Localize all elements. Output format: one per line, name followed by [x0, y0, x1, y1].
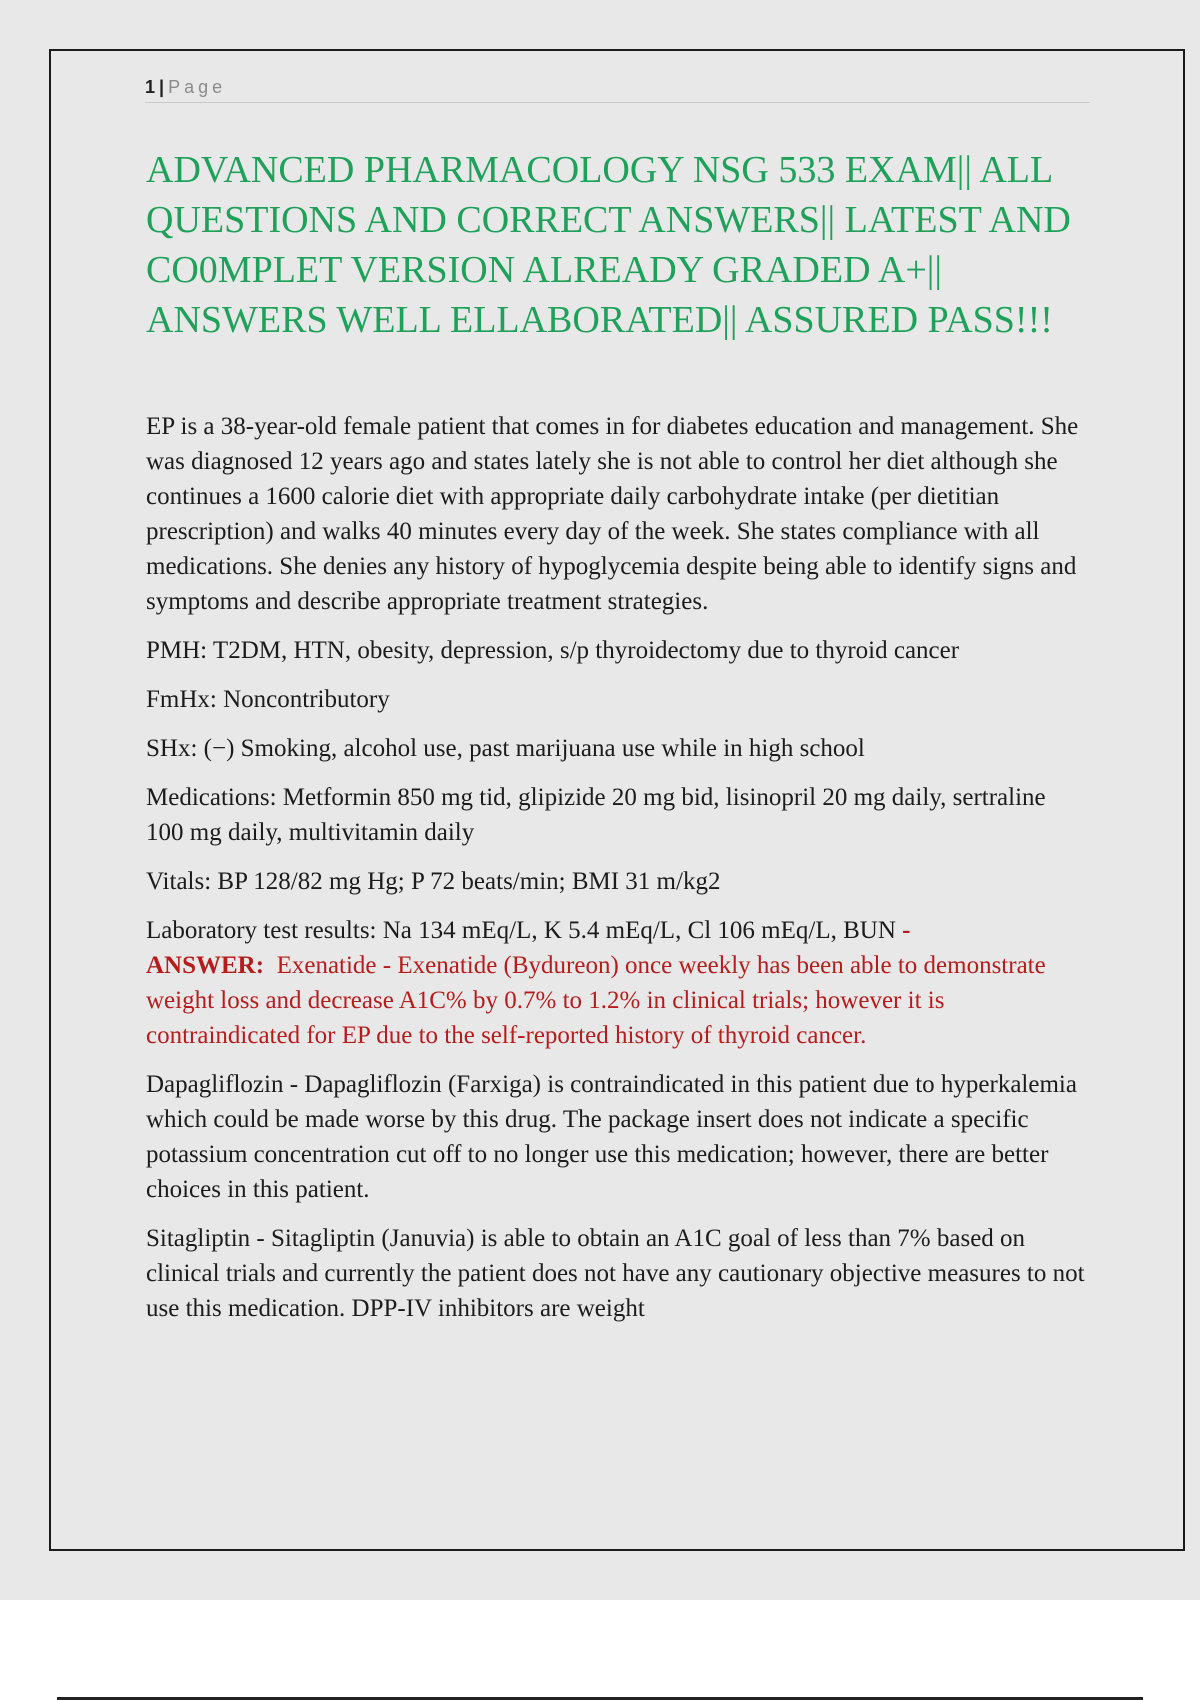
medications-line: Medications: Metformin 850 mg tid, glipizide 20 mg bid, lisinopril 20 mg daily, sertraline 100 mg daily, multivitamin daily	[146, 784, 1046, 846]
document-title: ADVANCED PHARMACOLOGY NSG 533 EXAM|| ALL QUESTIONS AND CORRECT ANSWERS|| LATEST AND CO0MPLET VERSION ALREADY GRADED A+|| ANSWERS WELL ELLABORATED|| ASSURED PASS!!!	[146, 149, 1071, 341]
case-description: EP is a 38-year-old female patient that comes in for diabetes education and management. She was diagnosed 12 years ago and states lately she is not able to control her diet although she continues a 1600 calorie diet with appropriate daily carbohydrate intake (per dietitian prescription) and walks 40 minutes every day of the week. She states compliance with all medications. She denies any history of hypoglycemia despite being able to identify signs and symptoms and describe appropriate treatment strategies.	[146, 413, 1079, 615]
answer-label: ANSWER:	[146, 952, 265, 979]
fmhx-line: FmHx: Noncontributory	[146, 686, 390, 713]
pmh-line: PMH: T2DM, HTN, obesity, depression, s/p thyroidectomy due to thyroid cancer	[146, 637, 960, 664]
dapagliflozin-paragraph: Dapagliflozin - Dapagliflozin (Farxiga) is contraindicated in this patient due to hyperkalemia which could be made worse by this drug. The package insert does not indicate a specific potassium concentration cut off to no longer use this medication; however, there are better choices in this patient.	[146, 1071, 1077, 1203]
answer-dash: -	[902, 917, 911, 944]
header-separator: |	[159, 77, 165, 97]
document-body	[146, 409, 1086, 1340]
shx-line: SHx: (−) Smoking, alcohol use, past marijuana use while in high school	[146, 735, 865, 762]
vitals-line: Vitals: BP 128/82 mg Hg; P 72 beats/min; BMI 31 m/kg2	[146, 868, 721, 895]
page-label: Page	[168, 77, 227, 97]
labs-text: Laboratory test results: Na 134 mEq/L, K 5.4 mEq/L, Cl 106 mEq/L, BUN	[146, 917, 903, 944]
page-header	[145, 74, 1090, 103]
page-number: 1	[145, 77, 156, 97]
answer-text: Exenatide - Exenatide (Bydureon) once weekly has been able to demonstrate weight loss and decrease A1C% by 0.7% to 1.2% in clinical trials; however it is contraindicated for EP due to the self-reported history of thyroid cancer.	[146, 952, 1046, 1049]
sitagliptin-paragraph: Sitagliptin - Sitagliptin (Januvia) is able to obtain an A1C goal of less than 7% based on clinical trials and currently the patient does not have any cautionary objective measures to not use this medication. DPP-IV inhibitors are weight	[146, 1225, 1085, 1322]
labs-answer-paragraph	[146, 913, 1086, 1053]
